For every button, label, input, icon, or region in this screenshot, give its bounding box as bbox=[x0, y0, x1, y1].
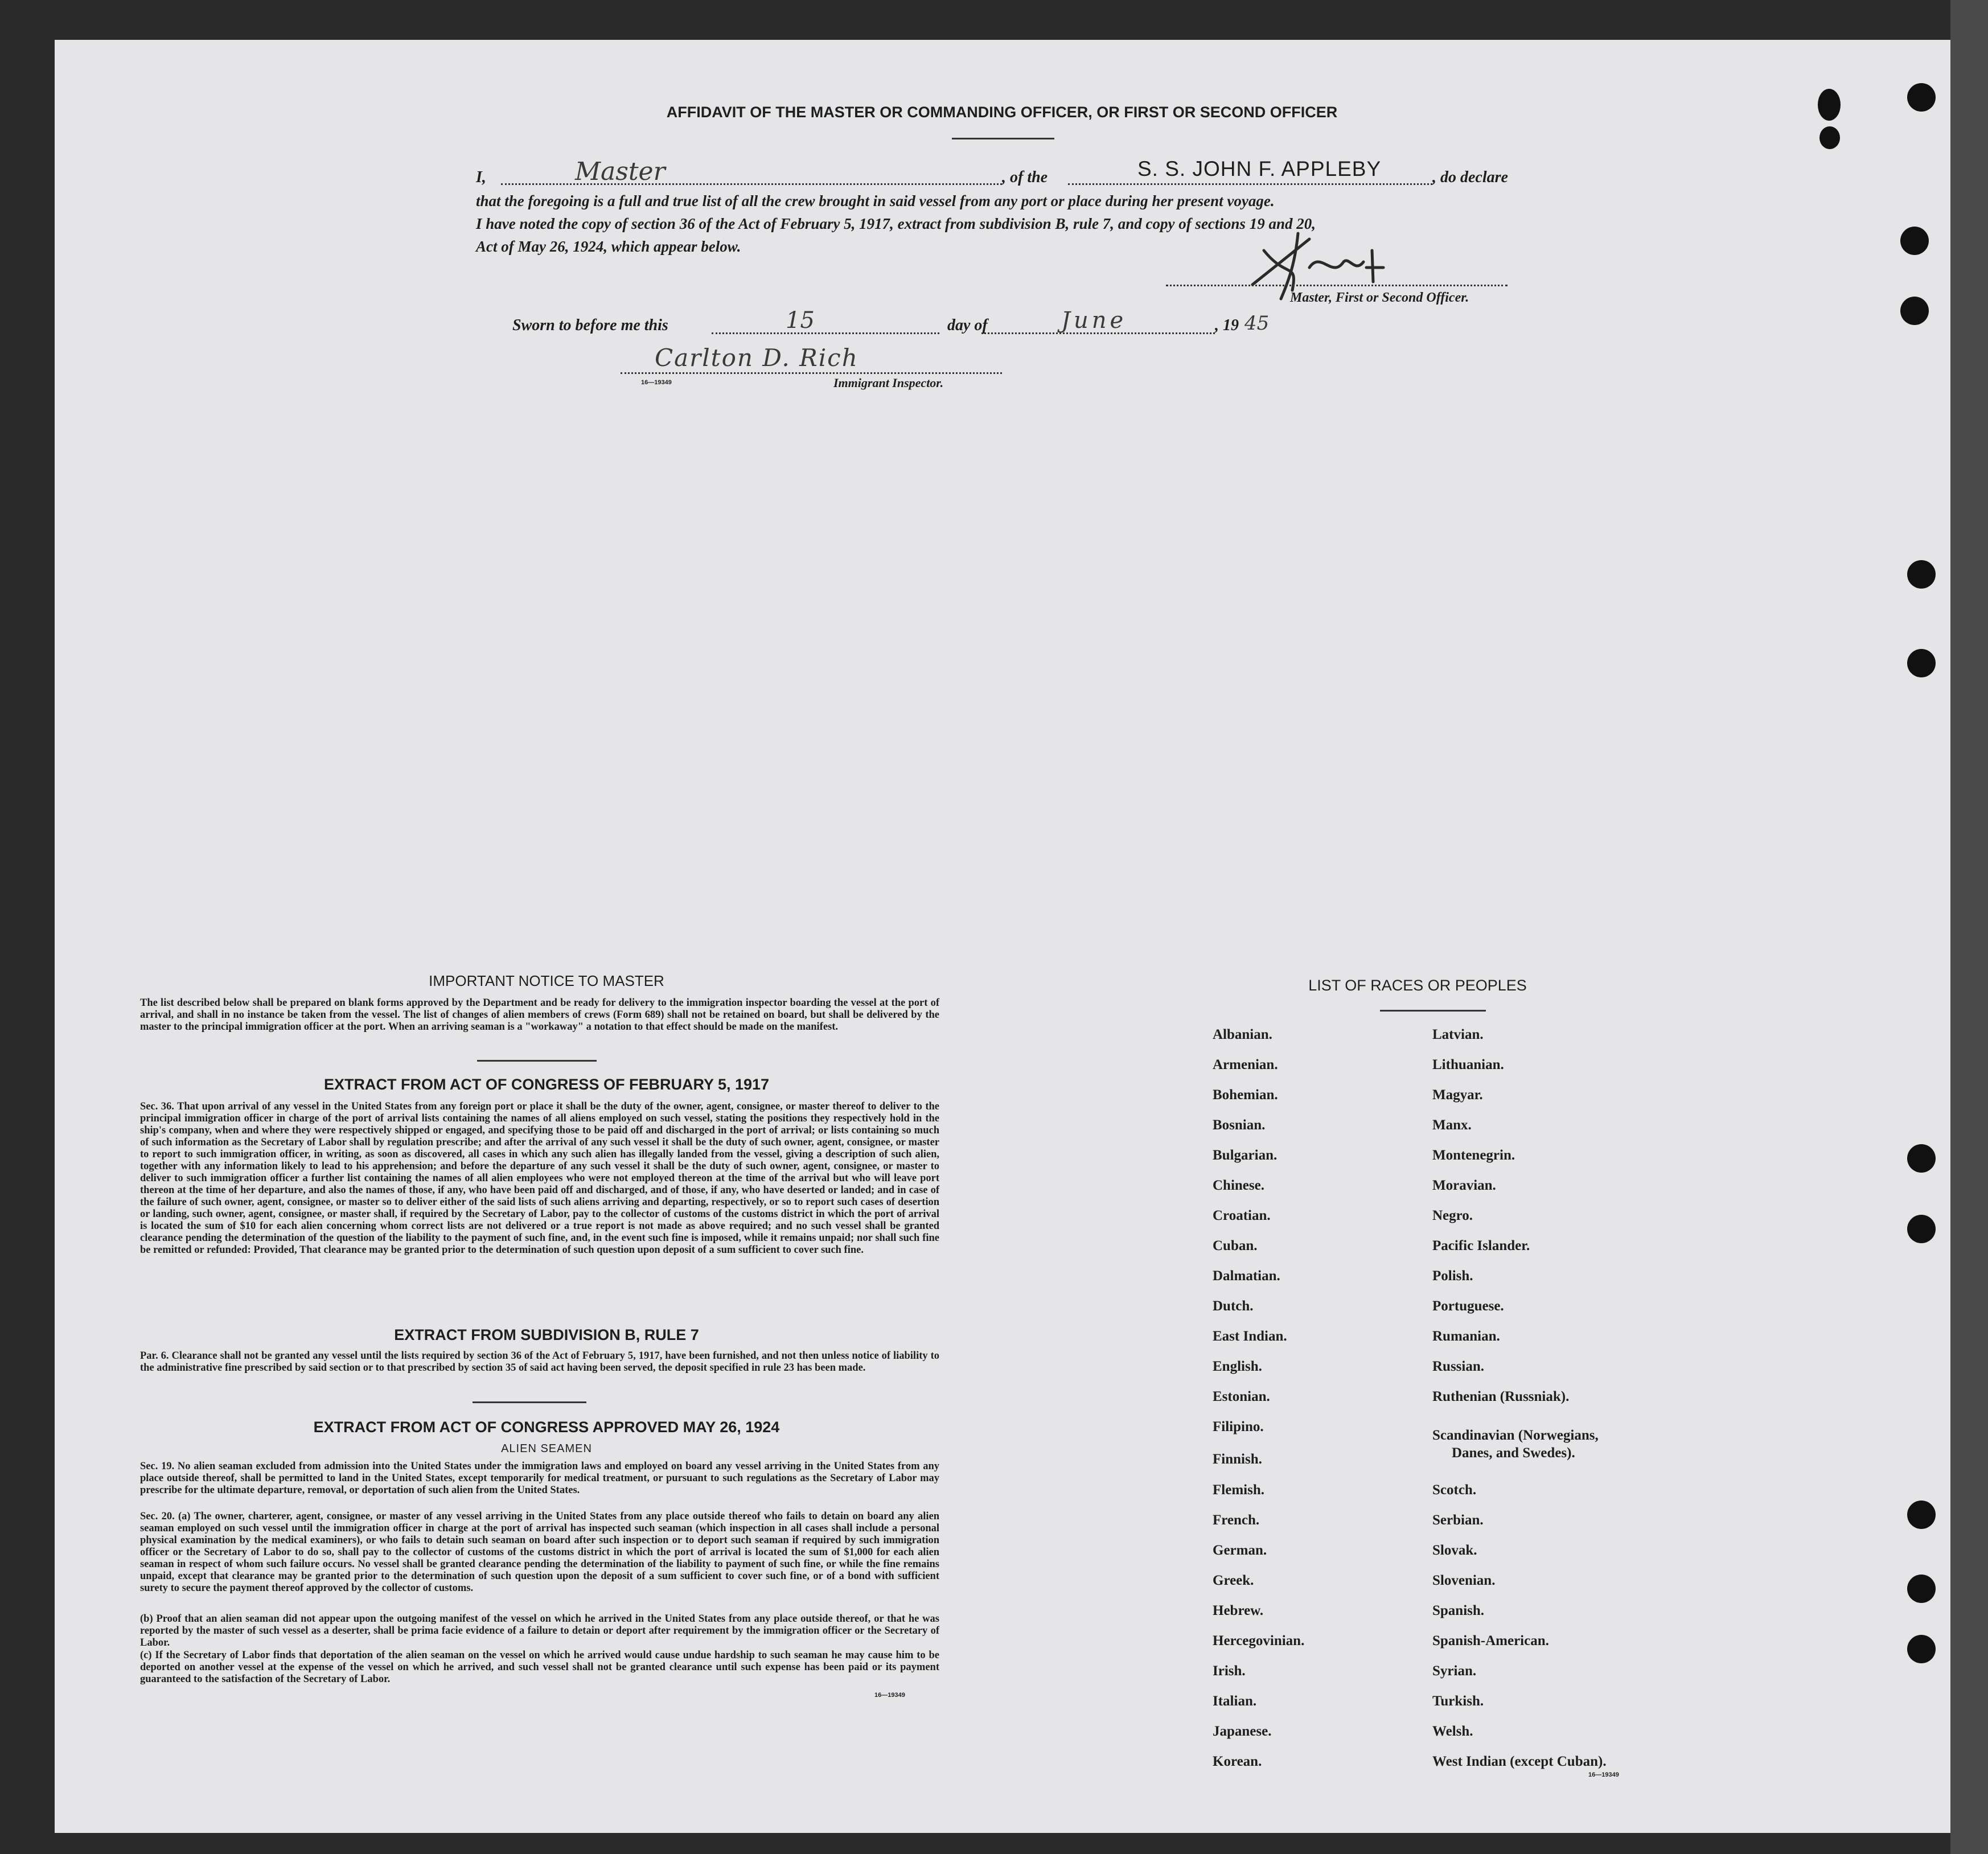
race-item: Lithuanian. bbox=[1432, 1057, 1504, 1072]
races-heading: LIST OF RACES OR PEOPLES bbox=[1308, 977, 1527, 994]
extract-1917-heading: EXTRACT FROM ACT OF CONGRESS OF FEBRUARY 5, 1917 bbox=[323, 1076, 770, 1093]
race-item: Bosnian. bbox=[1213, 1117, 1266, 1133]
inspector-signature: Carlton D. Rich bbox=[655, 344, 859, 372]
sworn-month: June bbox=[1061, 307, 1127, 334]
race-item: Estonian. bbox=[1213, 1389, 1270, 1404]
sworn-label: Sworn to before me this bbox=[512, 316, 668, 334]
year-prefix: , 19 bbox=[1215, 316, 1239, 334]
master-signature-caption: Master, First or Second Officer. bbox=[1290, 290, 1469, 305]
race-item: East Indian. bbox=[1213, 1329, 1287, 1344]
race-item: Polish. bbox=[1432, 1268, 1473, 1284]
divider bbox=[952, 138, 1054, 139]
race-item: Dutch. bbox=[1213, 1298, 1254, 1314]
rule7-text: Par. 6. Clearance shall not be granted any vessel until the lists required by section 36 of the Act of February 5, 1917, have been furnished, and not then unless notice of liability to the administrative fine prescribed by said section or to that prescribed by section 35 of said act having been served, the deposit specified in rule 23 has been made. bbox=[140, 1350, 939, 1374]
race-item: Manx. bbox=[1432, 1117, 1472, 1133]
race-item: English. bbox=[1213, 1359, 1262, 1374]
race-item: Flemish. bbox=[1213, 1482, 1264, 1498]
page-edge bbox=[1950, 0, 1988, 1854]
vessel-field[interactable] bbox=[1068, 157, 1432, 185]
of-the-label: , of the bbox=[1002, 168, 1048, 186]
race-item: Magyar. bbox=[1432, 1087, 1483, 1103]
race-item: Korean. bbox=[1213, 1754, 1262, 1769]
race-item: Bohemian. bbox=[1213, 1087, 1278, 1103]
master-signature-line bbox=[1166, 281, 1508, 286]
i-label: I, bbox=[476, 168, 486, 186]
sworn-day-field[interactable] bbox=[712, 307, 939, 334]
race-item: Filipino. bbox=[1213, 1419, 1264, 1434]
race-item: Finnish. bbox=[1213, 1452, 1262, 1467]
punch-hole bbox=[1907, 1575, 1936, 1603]
day-of-label: day of bbox=[947, 316, 988, 334]
race-item: Turkish. bbox=[1432, 1693, 1484, 1709]
sworn-day: 15 bbox=[786, 307, 815, 334]
punch-hole bbox=[1819, 126, 1840, 149]
extract-1917-text: Sec. 36. That upon arrival of any vessel in the United States from any foreign port or place it shall be the duty of the owner, agent, consignee, or master thereof to deliver to the principal immigration officer in charge of the port of arrival lists containing the names of all aliens employed on such vessel, stating the positions they respectively hold in the ship's company, when and where they were respectively shipped or engaged, and specifying those to be paid off and discharged in the port of arrival; or lists containing so much of such information as the Secretary of Labor shall by regulation prescribe; and after the arrival of any such vessel it shall be the duty of such owner, agent, consignee, or master to report to such immigration officer, in writing, as soon as discovered, all cases in which any such alien has illegally landed from the vessel, giving a description of such alien, together with any information likely to lead to his apprehension; and before the departure of any such vessel it shall be the duty of such owner, agent, consignee, or master to deliver to such immigration officer a further list containing the names of all alien employees who were not employed thereon at the time of the arrival but who will leave port thereon at the time of her departure, and also the names of those, if any, who have been paid off and discharged, and of those, if any, who have deserted or landed; and in case of the failure of such owner, agent, consignee, or master so to deliver either of the said lists of such aliens arriving and departing, respectively, or so to report such cases of desertion or landing, such owner, agent, consignee, or master shall, if required by the Secretary of Labor, pay to the collector of customs of the customs district in which the port of arrival is located the sum of $10 for each alien concerning whom correct lists are not delivered or a true report is not made as above required; and no such vessel shall be granted clearance pending the determination of the question of the liability to the payment of such fine, and, in the event such fine is imposed, while it remains unpaid; nor shall such fine be remitted or refunded: Provided, That clearance may be granted prior to the determination of such question upon deposit of a sum sufficient to cover such fine. bbox=[140, 1101, 939, 1256]
officer-name: Master bbox=[575, 157, 666, 186]
race-item: Rumanian. bbox=[1432, 1329, 1500, 1344]
extract-1924-heading: EXTRACT FROM ACT OF CONGRESS APPROVED MAY 26, 1924 bbox=[313, 1419, 780, 1436]
race-item: Bulgarian. bbox=[1213, 1148, 1278, 1163]
punch-hole bbox=[1907, 1635, 1936, 1663]
form-number: 16—19349 bbox=[641, 379, 672, 386]
section-20b-text: (b) Proof that an alien seaman did not appear upon the outgoing manifest of the vessel on which he arrived in the United States from any place outside thereof, or that he was reported by the master of such vessel as a deserter, shall be prima facie evidence of a failure to detain or deport after requirement by the immigration officer or the Secretary of Labor. bbox=[140, 1613, 939, 1649]
race-item: Irish. bbox=[1213, 1663, 1246, 1679]
race-item: Armenian. bbox=[1213, 1057, 1278, 1072]
race-item: Chinese. bbox=[1213, 1178, 1264, 1193]
race-item: Welsh. bbox=[1432, 1724, 1473, 1739]
race-item: Dalmatian. bbox=[1213, 1268, 1280, 1284]
affidavit-title: AFFIDAVIT OF THE MASTER OR COMMANDING OFFICER, OR FIRST OR SECOND OFFICER bbox=[666, 104, 1338, 121]
race-item: Italian. bbox=[1213, 1693, 1257, 1709]
notice-text: The list described below shall be prepared on blank forms approved by the Department and be ready for delivery to the immigration inspector boarding the vessel at the port of arrival, and shall in no instance be taken from the vessel. The list of changes of alien members of crews (Form 689) shall not be retained on board, but shall be delivered by the master to the principal immigration officer at the port. When an arriving seaman is a "workaway" a notation to that effect should be made on the manifest. bbox=[140, 997, 939, 1033]
race-item: Scotch. bbox=[1432, 1482, 1477, 1498]
race-item: Cuban. bbox=[1213, 1238, 1258, 1253]
race-item: Portuguese. bbox=[1432, 1298, 1504, 1314]
divider bbox=[477, 1060, 597, 1062]
race-item: German. bbox=[1213, 1543, 1267, 1558]
form-number: 16—19349 bbox=[1588, 1771, 1619, 1778]
notice-heading: IMPORTANT NOTICE TO MASTER bbox=[429, 972, 664, 989]
vessel-name: S. S. JOHN F. APPLEBY bbox=[1137, 157, 1382, 180]
alien-seamen-subheading: ALIEN SEAMEN bbox=[501, 1442, 592, 1455]
punch-hole bbox=[1900, 297, 1929, 325]
declare-label: , do declare bbox=[1432, 168, 1508, 186]
race-item: Syrian. bbox=[1432, 1663, 1477, 1679]
race-item: Slovak. bbox=[1432, 1543, 1477, 1558]
affidavit-line-2: that the foregoing is a full and true list of all the crew brought in said vessel from any port or place during her present voyage. bbox=[476, 192, 1275, 209]
race-item: Scandinavian (Norwegians, bbox=[1432, 1428, 1599, 1443]
race-item: Moravian. bbox=[1432, 1178, 1496, 1193]
race-item: Latvian. bbox=[1432, 1027, 1484, 1042]
race-item: Montenegrin. bbox=[1432, 1148, 1515, 1163]
officer-name-field[interactable] bbox=[501, 157, 1002, 186]
divider bbox=[473, 1401, 586, 1403]
race-item: Hebrew. bbox=[1213, 1603, 1264, 1618]
punch-hole bbox=[1907, 1144, 1936, 1173]
race-item: Slovenian. bbox=[1432, 1573, 1496, 1588]
affidavit-line-4: Act of May 26, 1924, which appear below. bbox=[476, 238, 741, 255]
race-item: Spanish-American. bbox=[1432, 1633, 1549, 1649]
divider bbox=[1380, 1010, 1486, 1012]
inspector-caption: Immigrant Inspector. bbox=[833, 376, 944, 390]
section-20a-text: Sec. 20. (a) The owner, charterer, agent, consignee, or master of any vessel arriving in the United States from any place outside thereof who fails to detain on board any alien seaman employed on such vessel until the immigration officer in charge at the port of arrival has inspected such seaman (which inspection in all cases shall include a personal physical examination by the medical examiners), or who fails to detain such seaman on board after such inspection or to deport such seaman if required by such immigration officer or the Secretary of Labor to do so, shall pay to the collector of customs of the customs district in which the port of arrival is located the sum of $1,000 for each alien seaman in respect of whom such failure occurs. No vessel shall be granted clearance pending the determination of the liability to payment of such fine, or while the fine remains unpaid, except that clearance may be granted prior to the determination of such question upon the deposit of a sum sufficient to cover such fine, or of a bond with sufficient surety to secure the payment thereof approved by the collector of customs. bbox=[140, 1511, 939, 1594]
punch-hole bbox=[1907, 1215, 1936, 1243]
race-item: Greek. bbox=[1213, 1573, 1254, 1588]
race-item: Albanian. bbox=[1213, 1027, 1272, 1042]
punch-hole bbox=[1818, 89, 1841, 121]
race-item: French. bbox=[1213, 1512, 1260, 1528]
punch-hole bbox=[1907, 649, 1936, 677]
race-item: Serbian. bbox=[1432, 1512, 1484, 1528]
race-item: West Indian (except Cuban). bbox=[1432, 1754, 1607, 1769]
section-19-text: Sec. 19. No alien seaman excluded from admission into the United States under the immigration laws and employed on board any vessel arriving in the United States from any place outside thereof, shall be permitted to land in the United States, except temporarily for medical treatment, or pursuant to such regulations as the Secretary of Labor may prescribe for the ultimate departure, removal, or deportation of such alien from the United States. bbox=[140, 1461, 939, 1496]
race-item: Ruthenian (Russniak). bbox=[1432, 1389, 1570, 1404]
punch-hole bbox=[1907, 1501, 1936, 1529]
sworn-month-field[interactable] bbox=[981, 307, 1215, 334]
inspector-signature-line bbox=[621, 344, 1002, 374]
race-item: Russian. bbox=[1432, 1359, 1485, 1374]
affidavit-line-3: I have noted the copy of section 36 of the Act of February 5, 1917, extract from subdivision B, rule 7, and copy of sections 19 and 20, bbox=[476, 215, 1316, 232]
rule7-heading: EXTRACT FROM SUBDIVISION B, RULE 7 bbox=[394, 1326, 699, 1343]
race-item: Hercegovinian. bbox=[1213, 1633, 1305, 1649]
race-item: Japanese. bbox=[1213, 1724, 1272, 1739]
year-suffix: 45 bbox=[1244, 312, 1270, 335]
form-number: 16—19349 bbox=[874, 1692, 905, 1699]
race-item: Negro. bbox=[1432, 1208, 1473, 1223]
punch-hole bbox=[1907, 83, 1936, 112]
race-item: Croatian. bbox=[1213, 1208, 1271, 1223]
race-item: Danes, and Swedes). bbox=[1452, 1445, 1575, 1461]
race-item: Spanish. bbox=[1432, 1603, 1485, 1618]
race-item: Pacific Islander. bbox=[1432, 1238, 1530, 1253]
punch-hole bbox=[1900, 227, 1929, 255]
punch-hole bbox=[1907, 560, 1936, 589]
section-20c-text: (c) If the Secretary of Labor finds that deportation of the alien seaman on the vessel on which he arrived would cause undue hardship to such seaman he may cause him to be deported on another vessel at the expense of the vessel on which he arrived, and such vessel shall not be granted clearance until such expense has been paid or its payment guaranteed to the satisfaction of the Secretary of Labor. bbox=[140, 1650, 939, 1685]
